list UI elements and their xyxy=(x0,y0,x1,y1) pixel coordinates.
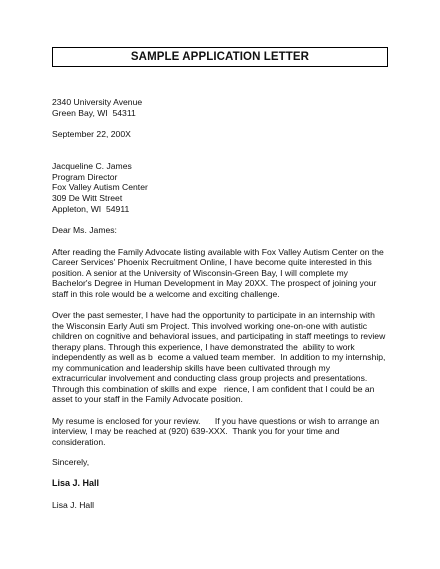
paragraph1-line: After reading the Family Advocate listing available with Fox Valley Autism Center on the xyxy=(52,247,384,257)
recipient-street: 309 De Witt Street xyxy=(52,193,123,203)
sender-street: 2340 University Avenue xyxy=(52,97,143,107)
paragraph3-line: consideration. xyxy=(52,437,106,447)
paragraph2-line: Through this combination of skills and expe rience, I am confident that I could be an xyxy=(52,384,375,394)
letter-title: SAMPLE APPLICATION LETTER xyxy=(52,47,388,67)
paragraph2-line: Over the past semester, I have had the opportunity to participate in an internship with xyxy=(52,310,375,320)
paragraph2-line: the Wisconsin Early Auti sm Project. This involved working one-on-one with autistic xyxy=(52,321,368,331)
letter-date: September 22, 200X xyxy=(52,129,131,139)
paragraph1-line: staff in this role would be a welcome and exciting challenge. xyxy=(52,289,280,299)
signature: Lisa J. Hall xyxy=(52,478,100,488)
sender-city: Green Bay, WI 54311 xyxy=(52,108,136,118)
salutation: Dear Ms. James: xyxy=(52,225,117,235)
typed-name: Lisa J. Hall xyxy=(52,500,95,510)
paragraph1-line: position. A senior at the University of Wisconsin-Green Bay, I will complete my xyxy=(52,268,348,278)
paragraph2-line: children on cognitive and behavioral issues, and participating in staff meetings to review xyxy=(52,331,386,341)
paragraph2-line: independently as well as b ecome a valued team member. In addition to my internship, xyxy=(52,352,386,362)
paragraph2-line: asset to your staff in the Family Advocate position. xyxy=(52,394,243,404)
recipient-name: Jacqueline C. James xyxy=(52,161,132,171)
paragraph3-line: interview, I may be reached at (920) 639-XXX. Thank you for your time and xyxy=(52,426,340,436)
closing: Sincerely, xyxy=(52,457,90,467)
recipient-city: Appleton, WI 54911 xyxy=(52,204,130,214)
paragraph2-line: extracurricular involvement and conducting class group projects and presentations. xyxy=(52,373,368,383)
recipient-title: Program Director xyxy=(52,172,118,182)
paragraph1-line: Career Services' Phoenix Recruitment Online, I have become quite interested in this xyxy=(52,257,372,267)
paragraph1-line: Bachelor's Degree in Human Development in May 20XX. The prospect of joining your xyxy=(52,278,377,288)
paragraph2-line: my communication and leadership skills have been cultivated through my xyxy=(52,363,331,373)
paragraph2-line: therapy plans. Through this experience, I have demonstrated the ability to work xyxy=(52,342,355,352)
paragraph3-line: My resume is enclosed for your review. If you have questions or wish to arrange an xyxy=(52,416,380,426)
recipient-organization: Fox Valley Autism Center xyxy=(52,182,148,192)
